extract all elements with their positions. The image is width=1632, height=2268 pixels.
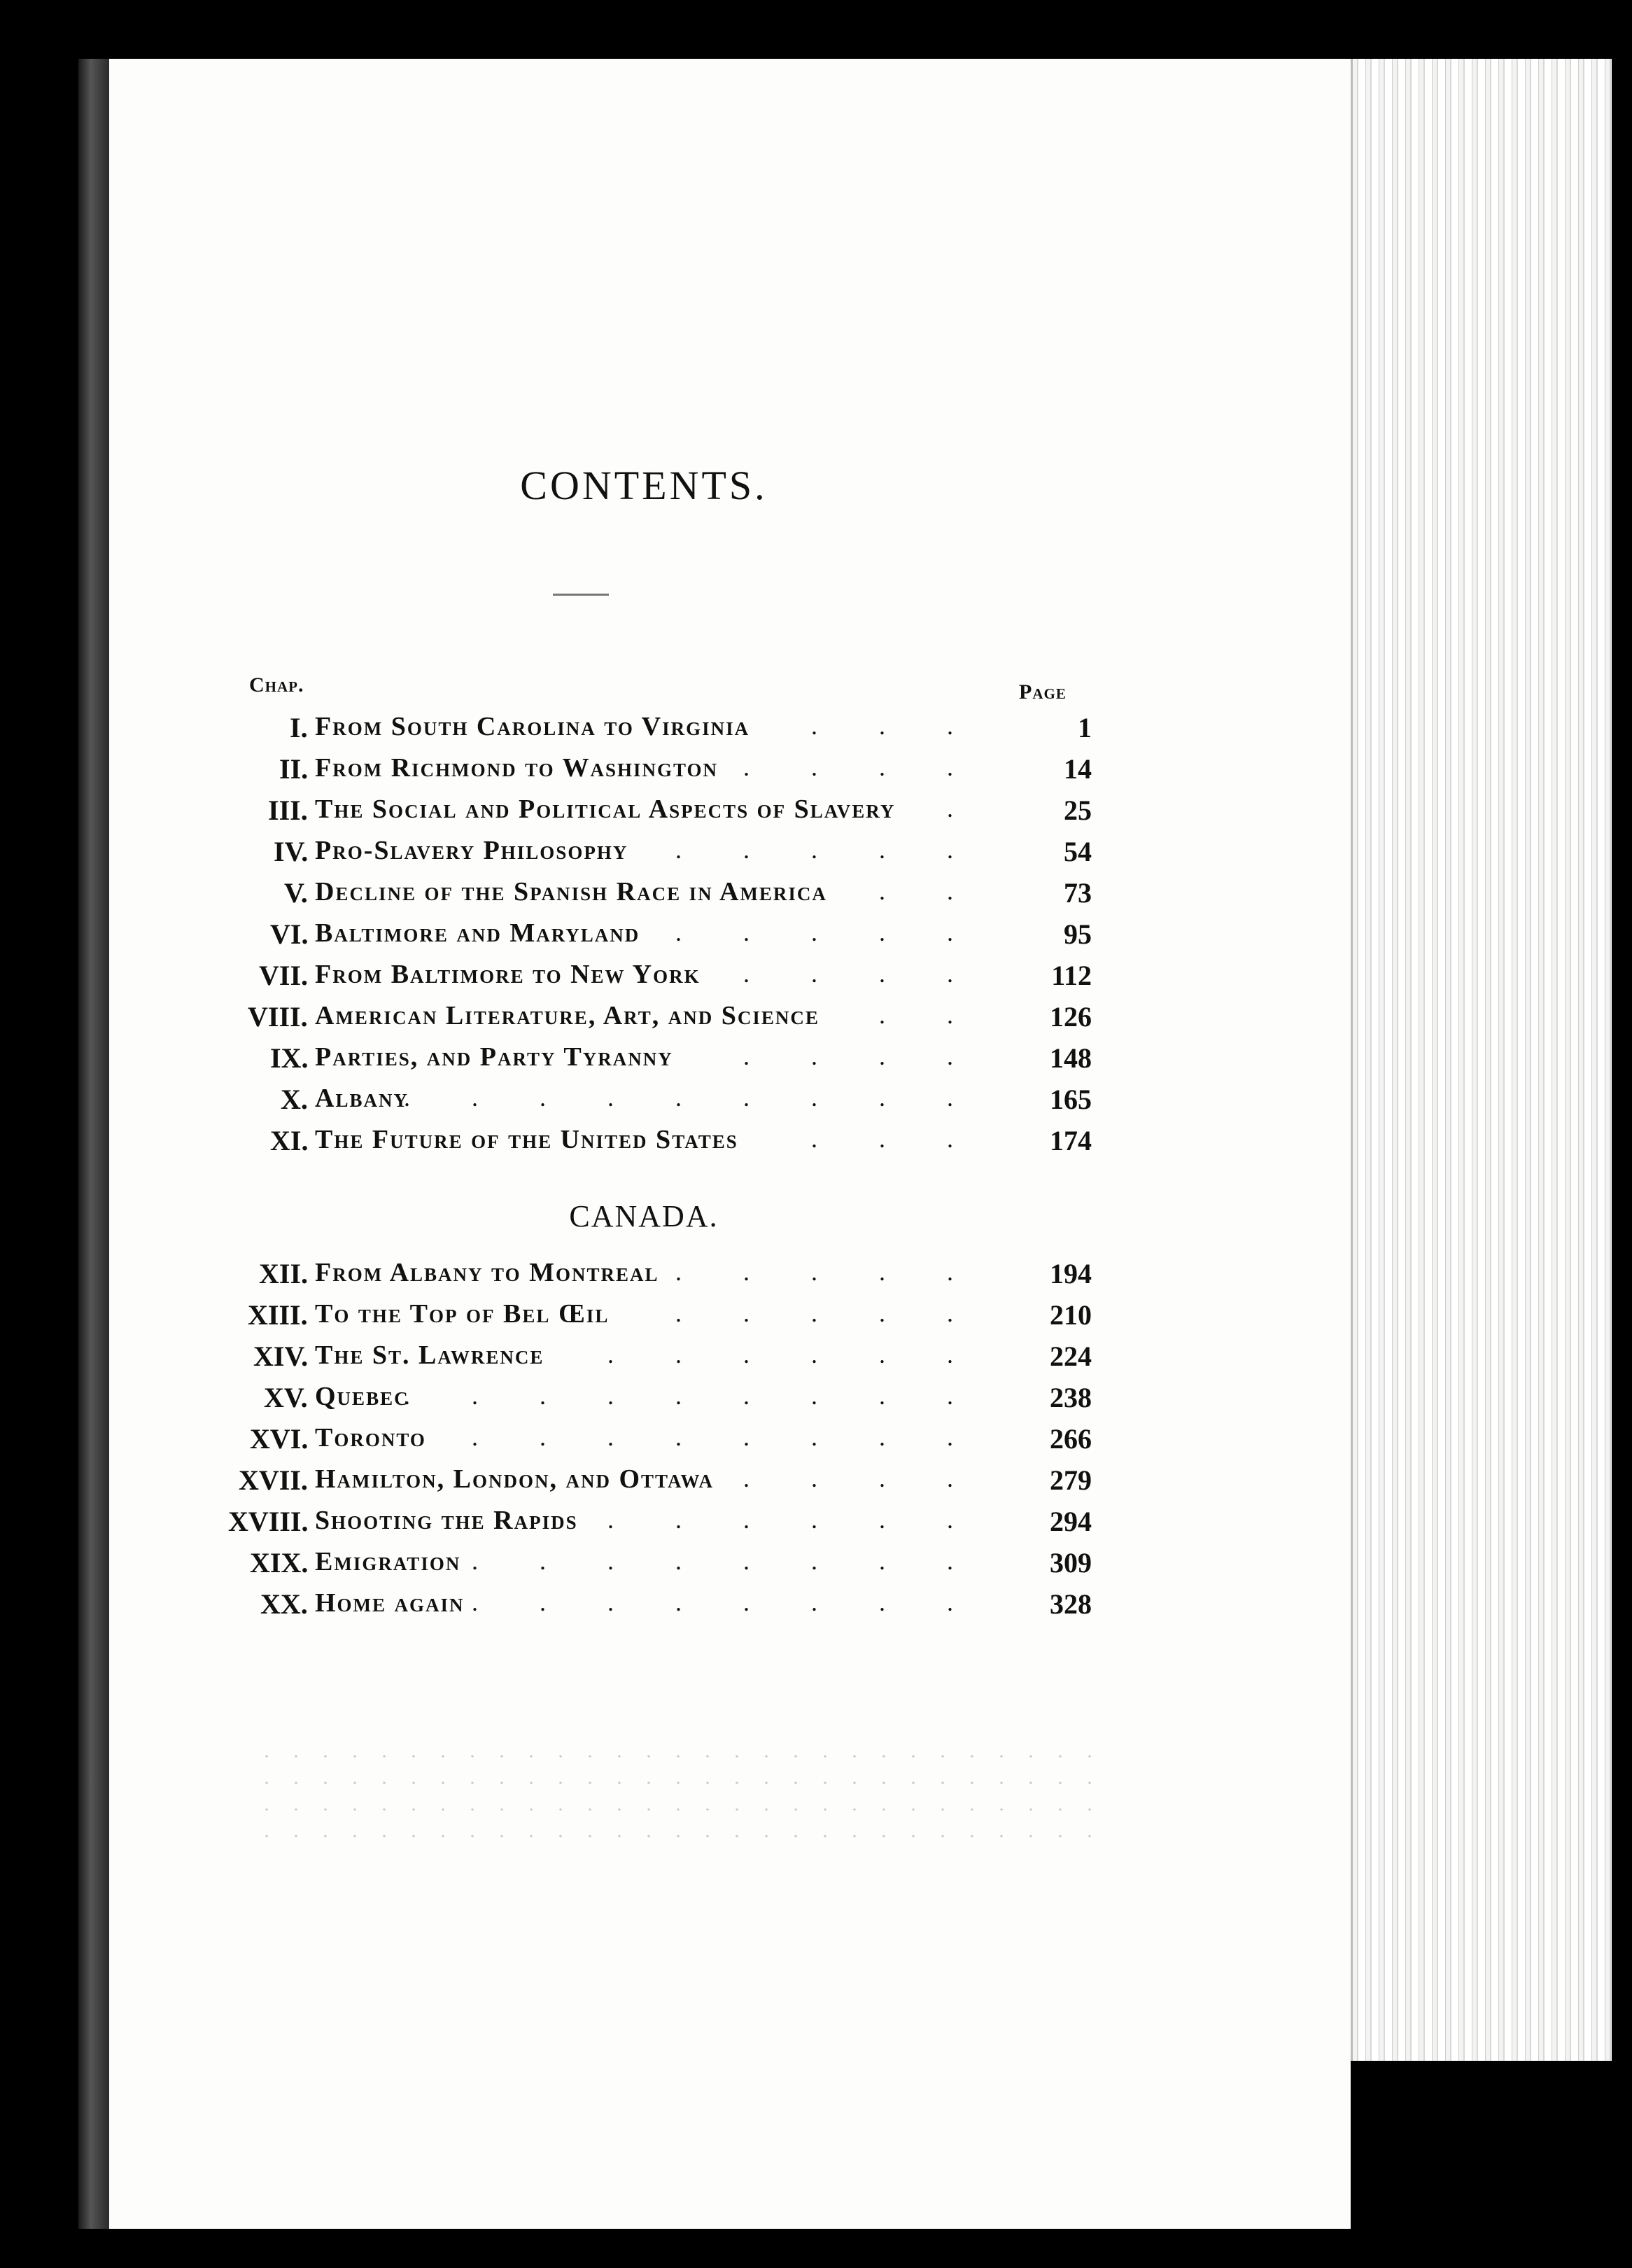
toc-row: [0, 794, 1092, 834]
chapter-number: VII.: [259, 960, 309, 991]
toc-row: [0, 876, 1092, 917]
section-title-canada: CANADA.: [569, 1199, 719, 1233]
page-title: CONTENTS.: [520, 463, 768, 508]
page-number: 73: [1064, 877, 1092, 909]
page-number: 174: [1050, 1125, 1092, 1156]
toc-row: [0, 1298, 1092, 1339]
chapter-title: From Baltimore to New York: [315, 960, 701, 989]
toc-row: [0, 711, 1092, 752]
dot-leader: ......: [607, 1506, 1015, 1534]
dot-leader: ..: [879, 877, 1015, 905]
chapter-number: XIX.: [250, 1547, 309, 1578]
page-number: 279: [1050, 1464, 1092, 1496]
page-fore-edge: [1351, 59, 1612, 2061]
chapter-number: VI.: [270, 918, 309, 950]
chapter-number: I.: [290, 712, 308, 743]
chap-column-header: Chap.: [249, 673, 304, 696]
chapter-title: American Literature, Art, and Science: [315, 1001, 819, 1030]
page-number: 95: [1064, 918, 1092, 950]
chapter-number: XX.: [260, 1588, 308, 1620]
dot-leader: .: [947, 794, 1015, 822]
page-number: 14: [1064, 753, 1092, 785]
dot-leader: .....: [675, 918, 1015, 946]
dot-leader: ....: [743, 1042, 1015, 1070]
chapter-title: The St. Lawrence: [315, 1340, 544, 1370]
chapter-title: From Richmond to Washington: [315, 753, 719, 783]
toc-row: [0, 835, 1092, 876]
toc-row: [0, 1000, 1092, 1041]
page-number: 165: [1050, 1084, 1092, 1115]
page-number: 54: [1064, 836, 1092, 867]
chapter-number: IX.: [270, 1042, 309, 1074]
chapter-title: Baltimore and Maryland: [315, 918, 640, 948]
toc-row: [0, 1588, 1092, 1628]
title-rule: [553, 594, 609, 596]
dot-leader: ....: [743, 753, 1015, 781]
dot-leader: .........: [404, 1084, 1015, 1112]
chapter-number: XVIII.: [228, 1506, 309, 1537]
chapter-number: II.: [279, 753, 309, 785]
dot-leader: .....: [675, 836, 1015, 864]
dot-leader: .....: [675, 1299, 1015, 1327]
chapter-number: XVII.: [239, 1464, 308, 1496]
chapter-number: XV.: [264, 1382, 308, 1413]
chapter-title: Quebec: [315, 1382, 409, 1411]
chapter-number: XIV.: [253, 1340, 309, 1372]
chapter-number: XIII.: [248, 1299, 308, 1331]
page-number: 309: [1050, 1547, 1092, 1578]
chapter-title: Pro-Slavery Philosophy: [315, 836, 628, 865]
dot-leader: ..: [879, 1001, 1015, 1029]
chapter-number: XI.: [270, 1125, 309, 1156]
chapter-title: From South Carolina to Virginia: [315, 712, 750, 741]
chapter-number: VIII.: [248, 1001, 308, 1032]
chapter-title: Decline of the Spanish Race in America: [315, 877, 827, 906]
dot-leader: ......: [607, 1340, 1015, 1368]
page-number: 238: [1050, 1382, 1092, 1413]
toc-row: [0, 959, 1092, 1000]
chapter-title: Shooting the Rapids: [315, 1506, 578, 1535]
bleed-through-marks: [252, 1743, 1092, 1855]
dot-leader: ....: [743, 1464, 1015, 1492]
toc-row: [0, 1546, 1092, 1587]
page-column-header: Page: [1019, 680, 1067, 704]
chapter-number: IV.: [274, 836, 309, 867]
chapter-number: X.: [281, 1084, 308, 1115]
toc-row: [0, 1422, 1092, 1463]
chapter-number: V.: [284, 877, 308, 909]
page-number: 328: [1050, 1588, 1092, 1620]
page-number: 294: [1050, 1506, 1092, 1537]
chapter-title: From Albany to Montreal: [315, 1258, 659, 1287]
toc-row: [0, 1340, 1092, 1380]
page-number: 25: [1064, 794, 1092, 826]
toc-row: [0, 918, 1092, 958]
dot-leader: ........: [472, 1423, 1015, 1451]
dot-leader: ........: [472, 1547, 1015, 1575]
chapter-title: Emigration: [315, 1547, 461, 1576]
dot-leader: ...: [811, 1125, 1015, 1153]
toc-row: [0, 1042, 1092, 1082]
chapter-title: To the Top of Bel Œil: [315, 1299, 610, 1329]
chapter-title: Hamilton, London, and Ottawa: [315, 1464, 715, 1494]
chapter-title: Parties, and Party Tyranny: [315, 1042, 673, 1072]
page-number: 148: [1050, 1042, 1092, 1074]
chapter-title: Home again: [315, 1588, 465, 1618]
toc-row: [0, 1257, 1092, 1298]
page-number: 112: [1051, 960, 1092, 991]
page-number: 1: [1078, 712, 1092, 743]
page-number: 194: [1050, 1258, 1092, 1289]
page-number: 224: [1050, 1340, 1092, 1372]
toc-row: [0, 752, 1092, 793]
chapter-title: The Social and Political Aspects of Slavery: [315, 794, 896, 824]
chapter-title: The Future of the United States: [315, 1125, 738, 1154]
dot-leader: .........: [404, 1382, 1015, 1410]
toc-row: [0, 1124, 1092, 1165]
page-number: 126: [1050, 1001, 1092, 1032]
chapter-number: XII.: [259, 1258, 309, 1289]
chapter-title: Toronto: [315, 1423, 426, 1452]
page-number: 266: [1050, 1423, 1092, 1455]
chapter-number: III.: [268, 794, 308, 826]
page-number: 210: [1050, 1299, 1092, 1331]
chapter-number: XVI.: [250, 1423, 309, 1455]
toc-row: [0, 1464, 1092, 1504]
dot-leader: .....: [675, 1258, 1015, 1286]
chapter-title: Albany: [315, 1084, 409, 1113]
dot-leader: ....: [743, 960, 1015, 988]
toc-row: [0, 1083, 1092, 1124]
toc-row: [0, 1505, 1092, 1546]
dot-leader: ...: [811, 712, 1015, 740]
dot-leader: ........: [472, 1588, 1015, 1616]
toc-row: [0, 1381, 1092, 1422]
